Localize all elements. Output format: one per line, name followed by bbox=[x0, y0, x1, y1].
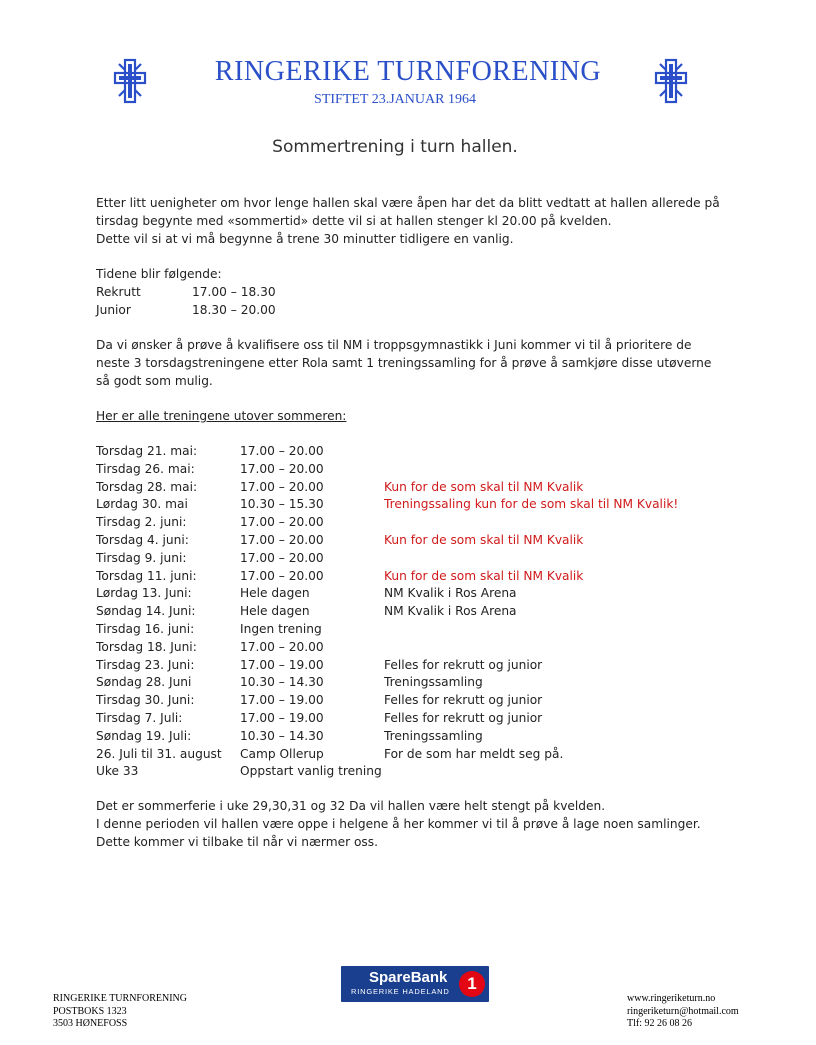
footer-address bbox=[53, 993, 187, 1031]
footer-line: RINGERIKE TURNFORENING bbox=[53, 993, 187, 1004]
footer-email-link[interactable]: ringeriketurn@hotmail.com bbox=[627, 1005, 739, 1017]
schedule-row bbox=[96, 496, 716, 514]
schedule-time: 17.00 – 20.00 bbox=[240, 444, 324, 458]
schedule-time: Hele dagen bbox=[240, 604, 310, 619]
schedule-row bbox=[96, 692, 716, 710]
schedule-day: Torsdag 28. mai: bbox=[96, 479, 198, 494]
schedule-note: Treningssamling bbox=[384, 728, 483, 743]
times-value: 18.30 – 20.00 bbox=[192, 302, 276, 317]
schedule-time: 17.00 – 20.00 bbox=[240, 461, 324, 476]
schedule-time: Oppstart vanlig trening bbox=[240, 764, 382, 779]
schedule-time: 17.00 – 20.00 bbox=[240, 568, 324, 583]
schedule-row bbox=[96, 443, 716, 461]
intro-line: Dette vil si at vi må begynne å trene 30 minutter tidligere en vanlig. bbox=[96, 231, 514, 246]
bank-number-badge: 1 bbox=[459, 971, 485, 997]
bank-name: SpareBank bbox=[369, 969, 448, 986]
times-row bbox=[96, 302, 716, 320]
intro-paragraph bbox=[96, 195, 720, 248]
schedule-row bbox=[96, 461, 716, 479]
schedule-note: NM Kvalik i Ros Arena bbox=[384, 586, 517, 601]
schedule-time: 17.00 – 19.00 bbox=[240, 693, 324, 708]
founded-date: STIFTET 23.JANUAR 1964 bbox=[314, 92, 476, 107]
footer-contact bbox=[627, 993, 739, 1031]
schedule-row bbox=[96, 639, 716, 657]
schedule-day: Torsdag 18. Juni: bbox=[96, 639, 197, 654]
schedule-row bbox=[96, 763, 716, 781]
schedule-row bbox=[96, 514, 716, 532]
schedule-day: Tirsdag 7. Juli: bbox=[96, 710, 183, 725]
schedule-day: Lørdag 30. mai bbox=[96, 497, 188, 512]
schedule-day: Søndag 19. Juli: bbox=[96, 728, 192, 743]
schedule-heading-block bbox=[96, 408, 716, 426]
schedule-day: 26. Juli til 31. august bbox=[96, 746, 222, 761]
schedule-row bbox=[96, 568, 716, 586]
schedule-time: Ingen trening bbox=[240, 621, 322, 636]
document-title: Sommertrening i turn hallen. bbox=[272, 137, 518, 157]
schedule-note: Kun for de som skal til NM Kvalik bbox=[384, 479, 584, 494]
schedule-day: Torsdag 4. juni: bbox=[96, 532, 189, 547]
schedule-time: 10.30 – 14.30 bbox=[240, 675, 324, 690]
schedule-day: Lørdag 13. Juni: bbox=[96, 586, 192, 601]
schedule-time: 17.00 – 19.00 bbox=[240, 710, 324, 725]
schedule-day: Tirsdag 16. juni: bbox=[96, 621, 195, 636]
nm-line: Da vi ønsker å prøve å kvalifisere oss til NM i troppsgymnastikk i Juni kommer vi til å prioritere de bbox=[96, 338, 692, 352]
nm-line: så godt som mulig. bbox=[96, 373, 213, 388]
times-section bbox=[96, 266, 716, 319]
schedule-time: 17.00 – 20.00 bbox=[240, 550, 324, 565]
schedule-row bbox=[96, 710, 716, 728]
schedule-row bbox=[96, 550, 716, 568]
schedule-row bbox=[96, 603, 716, 621]
schedule-table bbox=[96, 443, 716, 781]
closing-line: Dette kommer vi tilbake til når vi nærmer oss. bbox=[96, 834, 378, 849]
schedule-time: 17.00 – 20.00 bbox=[240, 532, 324, 547]
schedule-row bbox=[96, 532, 716, 550]
footer-line: 3503 HØNEFOSS bbox=[53, 1018, 128, 1029]
schedule-row bbox=[96, 746, 716, 764]
schedule-note: Felles for rekrutt og junior bbox=[384, 710, 543, 725]
times-label: Junior bbox=[96, 302, 131, 317]
nm-paragraph bbox=[96, 337, 716, 390]
times-heading: Tidene blir følgende: bbox=[96, 267, 222, 281]
schedule-day: Tirsdag 26. mai: bbox=[96, 461, 195, 476]
times-value: 17.00 – 18.30 bbox=[192, 284, 276, 299]
nm-line: neste 3 torsdagstreningene etter Rola samt 1 treningssamling for å prøve å samkjøre disse utøverne bbox=[96, 355, 712, 370]
schedule-time: 17.00 – 20.00 bbox=[240, 515, 324, 530]
schedule-note: Kun for de som skal til NM Kvalik bbox=[384, 532, 584, 547]
schedule-note: For de som har meldt seg på. bbox=[384, 746, 564, 761]
org-name: RINGERIKE TURNFORENING bbox=[214, 56, 602, 87]
schedule-row bbox=[96, 479, 716, 497]
intro-line: tirsdag begynte med «sommertid» dette vil si at hallen stenger kl 20.00 på kvelden. bbox=[96, 213, 612, 228]
schedule-time: Camp Ollerup bbox=[240, 746, 324, 761]
bank-region: RINGERIKE HADELAND bbox=[351, 987, 450, 996]
times-label: Rekrutt bbox=[96, 284, 141, 299]
schedule-note: Treningssamling bbox=[384, 675, 483, 690]
schedule-day: Tirsdag 30. Juni: bbox=[96, 693, 195, 708]
sparebank-logo bbox=[341, 966, 489, 1002]
schedule-day: Uke 33 bbox=[96, 764, 139, 779]
schedule-time: 17.00 – 19.00 bbox=[240, 657, 324, 672]
schedule-time: 10.30 – 14.30 bbox=[240, 728, 324, 743]
schedule-day: Tirsdag 2. juni: bbox=[96, 515, 187, 530]
schedule-time: Hele dagen bbox=[240, 586, 310, 601]
schedule-time: 10.30 – 15.30 bbox=[240, 497, 324, 512]
closing-line: I denne perioden vil hallen være oppe i helgene å her kommer vi til å prøve å lage noen samlinger. bbox=[96, 816, 701, 831]
schedule-note: Treningssaling kun for de som skal til NM Kvalik! bbox=[384, 497, 679, 512]
schedule-note: Felles for rekrutt og junior bbox=[384, 657, 543, 672]
schedule-row bbox=[96, 621, 716, 639]
schedule-note: Kun for de som skal til NM Kvalik bbox=[384, 568, 584, 583]
intro-line: Etter litt uenigheter om hvor lenge hallen skal være åpen har det da blitt vedtatt at hallen allerede på bbox=[96, 196, 720, 210]
footer-website-link[interactable]: www.ringeriketurn.no bbox=[627, 993, 716, 1004]
times-row bbox=[96, 284, 716, 302]
footer-line: POSTBOKS 1323 bbox=[53, 1005, 127, 1017]
footer-phone: Tlf: 92 26 08 26 bbox=[627, 1018, 692, 1029]
schedule-day: Søndag 14. Juni: bbox=[96, 604, 196, 619]
schedule-day: Torsdag 11. juni: bbox=[96, 568, 197, 583]
closing-line: Det er sommerferie i uke 29,30,31 og 32 Da vil hallen være helt stengt på kvelden. bbox=[96, 799, 606, 813]
schedule-time: 17.00 – 20.00 bbox=[240, 639, 324, 654]
schedule-note: NM Kvalik i Ros Arena bbox=[384, 604, 517, 619]
schedule-day: Tirsdag 9. juni: bbox=[96, 550, 187, 565]
schedule-row bbox=[96, 728, 716, 746]
schedule-row bbox=[96, 674, 716, 692]
schedule-day: Torsdag 21. mai: bbox=[96, 444, 198, 458]
schedule-day: Tirsdag 23. Juni: bbox=[96, 657, 195, 672]
schedule-note: Felles for rekrutt og junior bbox=[384, 693, 543, 708]
schedule-row bbox=[96, 657, 716, 675]
schedule-row bbox=[96, 585, 716, 603]
schedule-time: 17.00 – 20.00 bbox=[240, 479, 324, 494]
closing-paragraph bbox=[96, 798, 716, 851]
schedule-day: Søndag 28. Juni bbox=[96, 675, 192, 690]
schedule-heading: Her er alle treningene utover sommeren: bbox=[96, 409, 347, 423]
